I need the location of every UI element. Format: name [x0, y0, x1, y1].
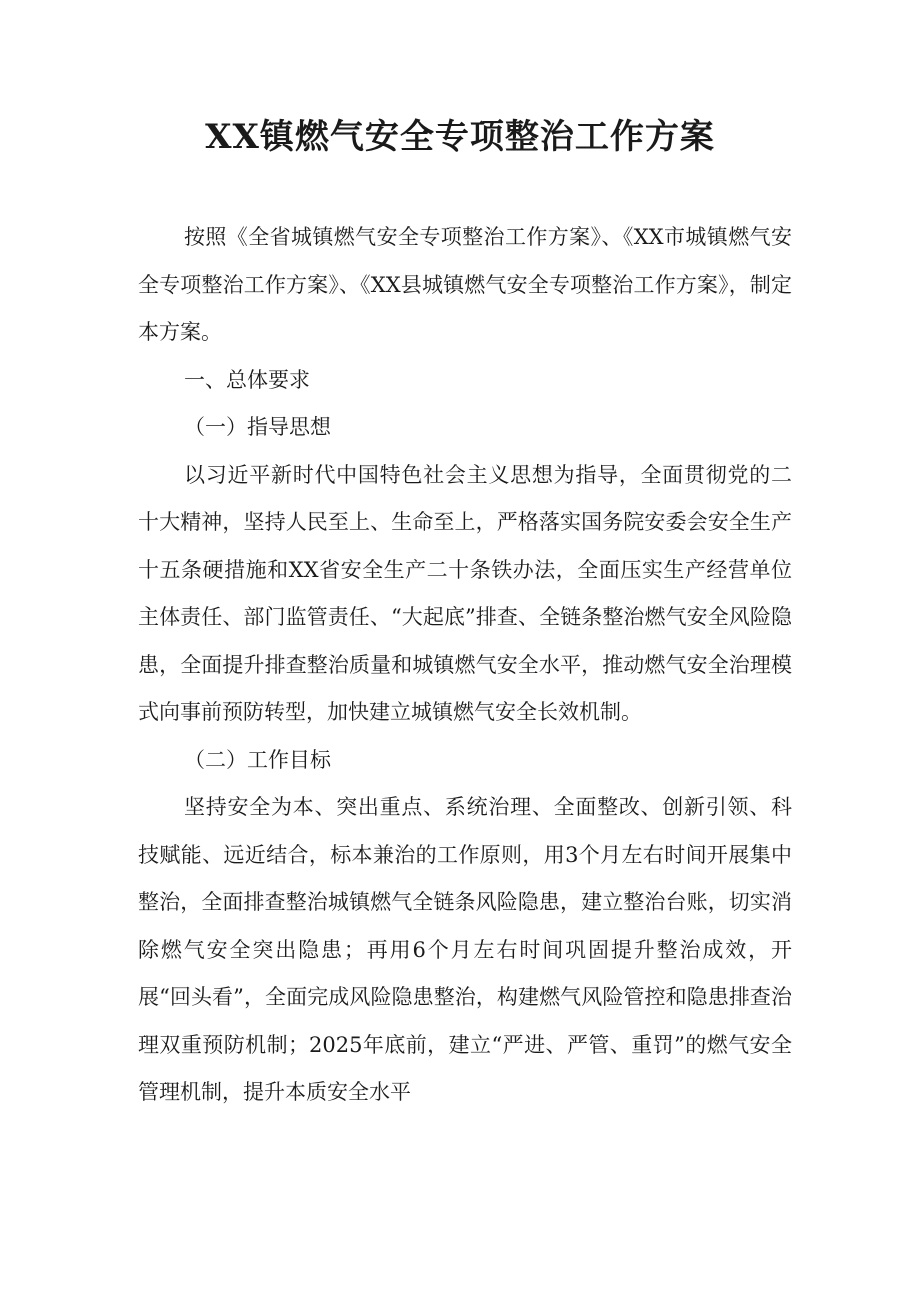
document-body [138, 214, 792, 1117]
guiding-ideology-paragraph: 以习近平新时代中国特色社会主义思想为指导，全面贯彻党的二十大精神，坚持人民至上、生命至上，严格落实国务院安委会安全生产十五条硬措施和XX省安全生产二十条铁办法，全面压实生产经营单位主体责任、部门监管责任、“大起底”排查、全链条整治燃气安全风险隐患，全面提升排查整治质量和城镇燃气安全水平，推动燃气安全治理模式向事前预防转型，加快建立城镇燃气安全长效机制。 [138, 462, 792, 724]
intro-paragraph: 按照《全省城镇燃气安全专项整治工作方案》、《XX市城镇燃气安全专项整治工作方案》、《XX县城镇燃气安全专项整治工作方案》，制定本方案。 [138, 225, 792, 344]
document-title: XX镇燃气安全专项整治工作方案 [205, 117, 715, 157]
subsection-heading-work-goals: （二）工作目标 [184, 747, 331, 772]
work-goals-paragraph: 坚持安全为本、突出重点、系统治理、全面整改、创新引领、科技赋能、远近结合，标本兼治的工作原则，用3个月左右时间开展集中整治，全面排查整治城镇燃气全链条风险隐患，建立整治台账，切实消除燃气安全突出隐患；再用6个月左右时间巩固提升整治成效，开展“回头看”，全面完成风险隐患整治，构建燃气风险管控和隐患排查治理双重预防机制；2025年底前，建立“严进、严管、重罚”的燃气安全管理机制，提升本质安全水平 [138, 795, 792, 1104]
section-heading-general-requirements: 一、总体要求 [184, 367, 310, 392]
subsection-heading-guiding-ideology: （一）指导思想 [184, 415, 331, 439]
